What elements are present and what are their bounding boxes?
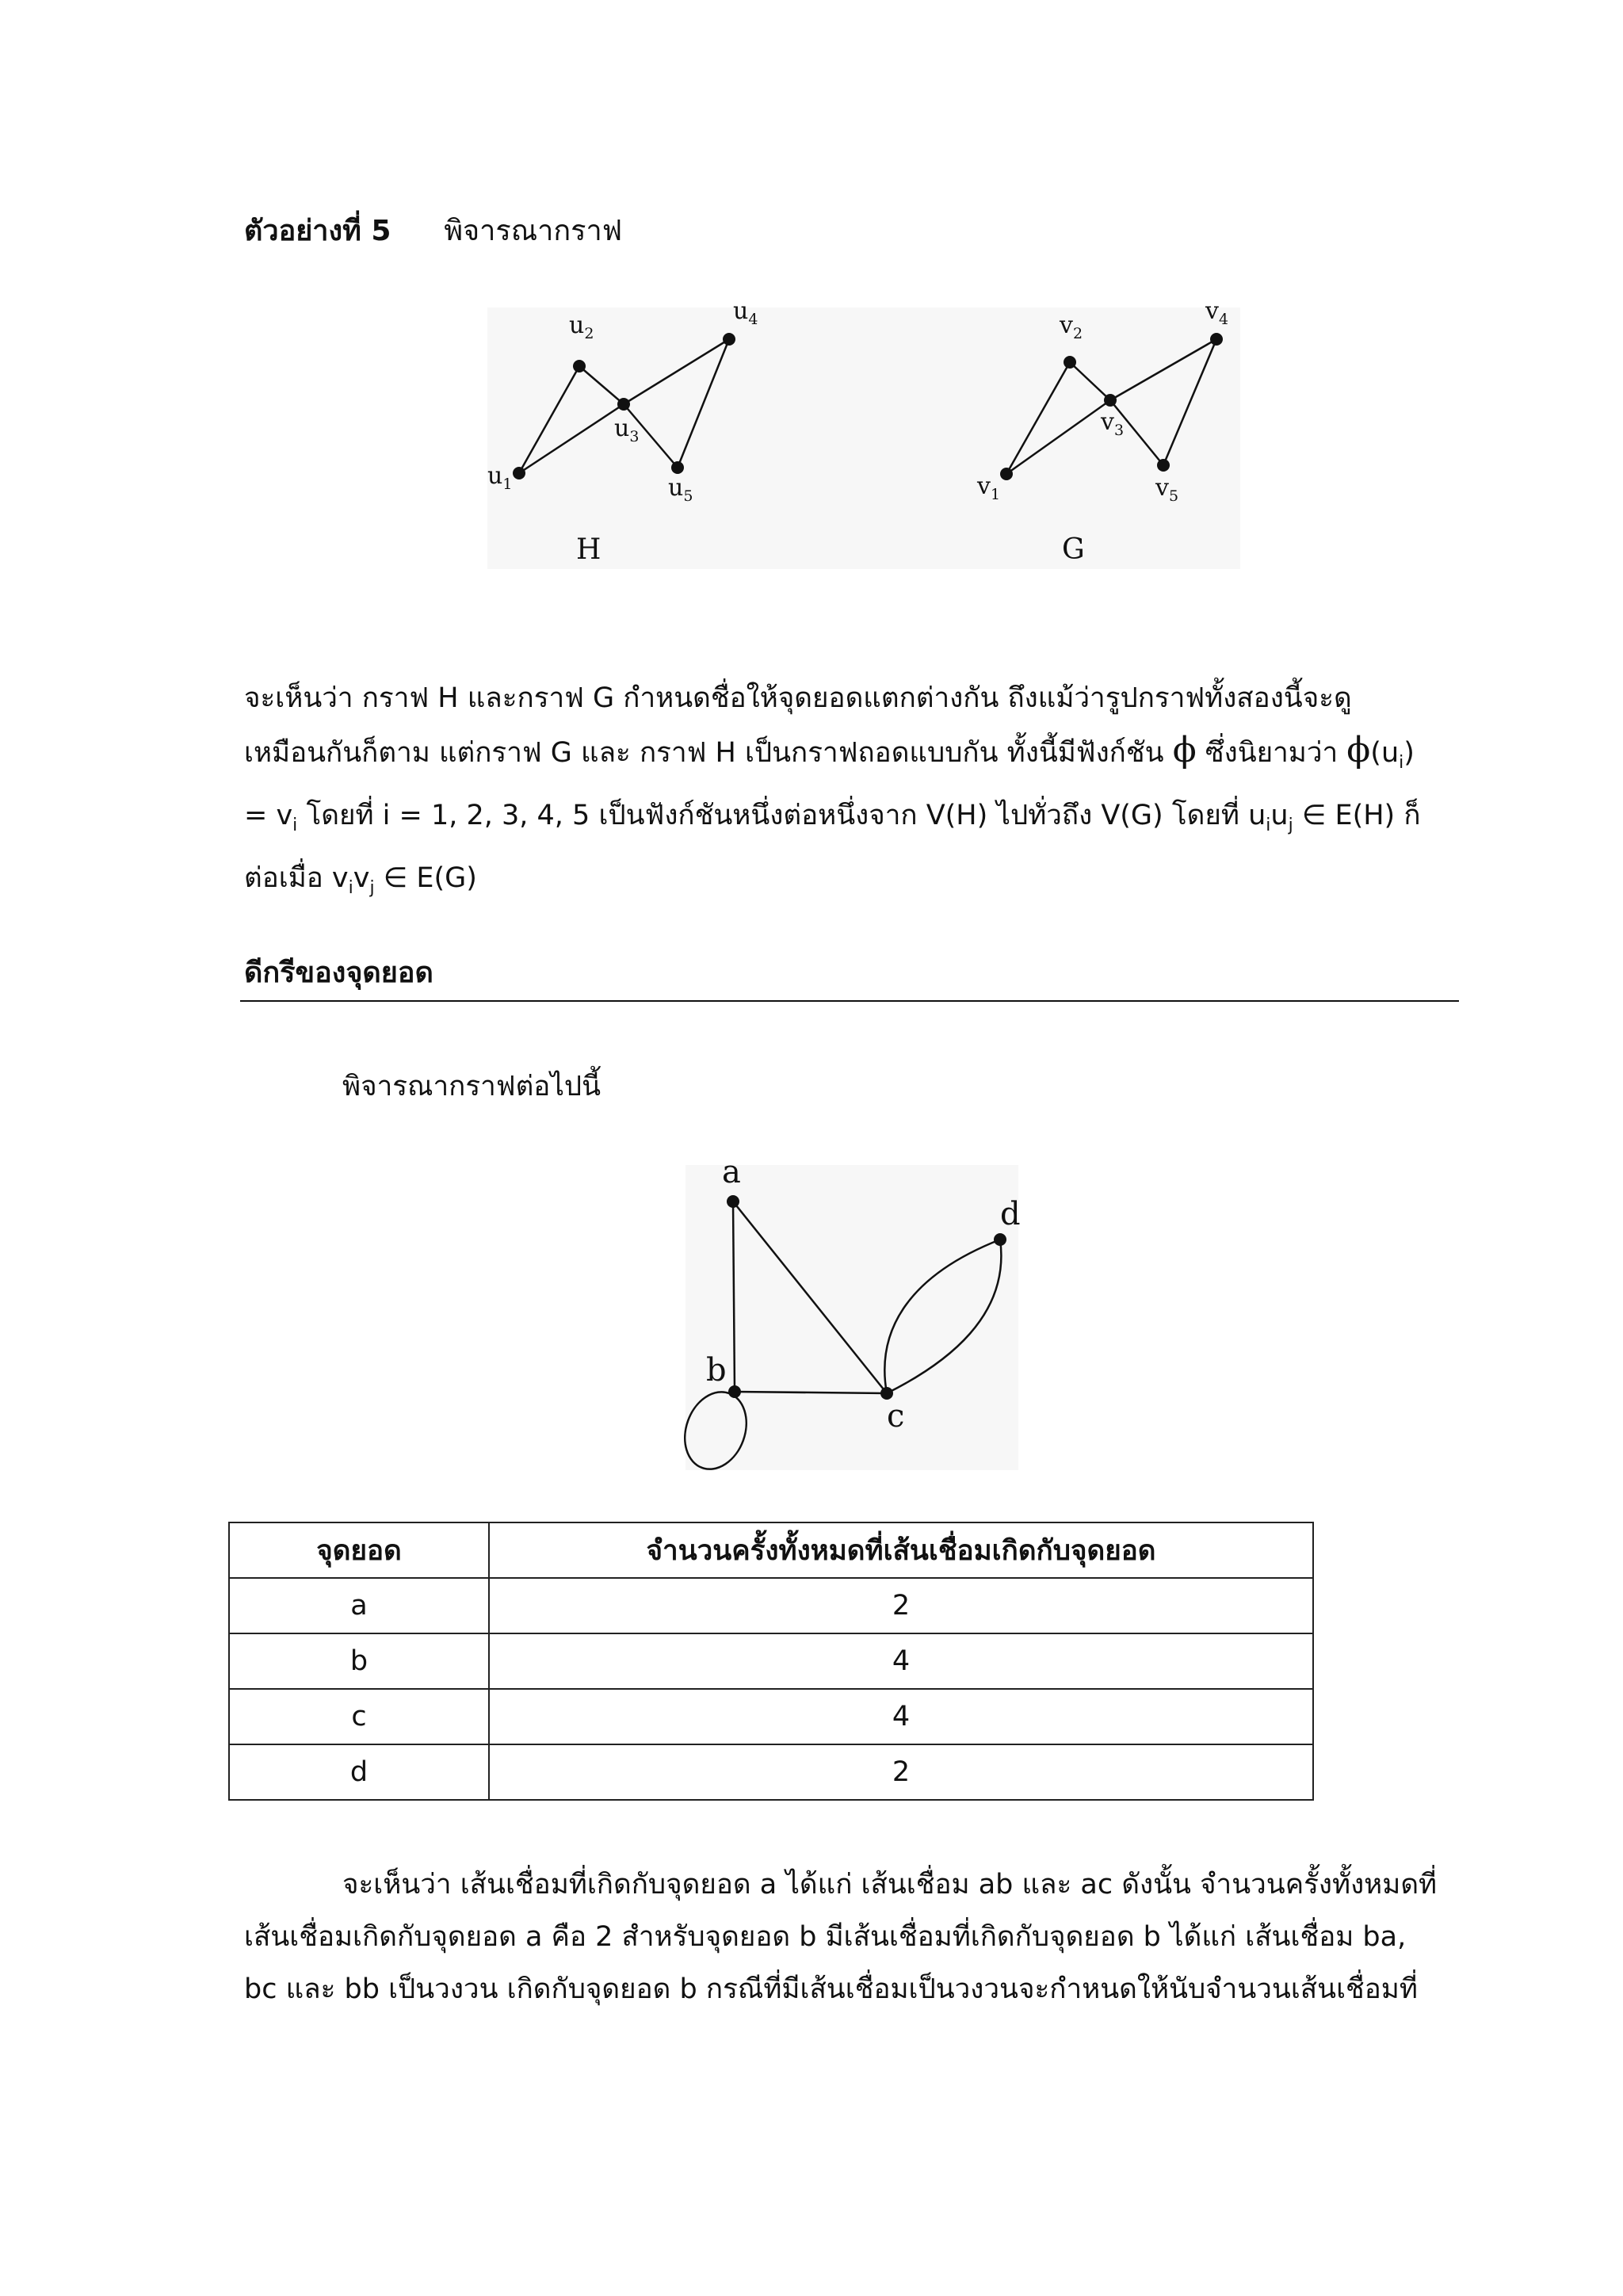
section-intro: พิจารณากราฟต่อไปนี้ [342,1071,601,1102]
cell-degree: 2 [489,1744,1313,1800]
cell-degree: 4 [489,1633,1313,1689]
vertex-b [728,1385,741,1398]
label-v5: $v_5$ [1155,474,1179,505]
degree-graph-figure [678,1157,1026,1474]
vertex-u5 [671,461,684,474]
vertex-u4 [723,333,735,346]
section-title: ดีกรีของจุดยอด [244,957,433,989]
table-row [229,1744,1313,1800]
vertex-v3 [1104,394,1117,407]
cell-vertex: b [229,1633,489,1689]
vertex-v1 [1000,468,1013,480]
vertex-v4 [1210,333,1223,346]
figure-background [487,308,1240,569]
cell-degree: 4 [489,1689,1313,1744]
header-vertex: จุดยอด [229,1522,489,1578]
label-v4: $v_4$ [1205,301,1229,328]
cell-vertex: a [229,1578,489,1633]
vertex-u3 [617,398,630,411]
label-d: d [1000,1196,1021,1232]
isomorphism-line-1: จะเห็นว่า กราฟ H และกราฟ G กำหนดชื่อให้จุดยอดแตกต่างกัน ถึงแม้ว่ารูปกราฟทั้งสองนี้จะดู [244,682,1352,714]
isomorphism-paragraph [244,672,1496,915]
label-u4: $u_4$ [733,301,758,328]
vertex-u1 [513,467,525,479]
cell-vertex: c [229,1689,489,1744]
table-row [229,1689,1313,1744]
label-c: c [887,1398,905,1435]
cell-vertex: d [229,1744,489,1800]
vertex-v2 [1064,356,1076,369]
isomorphism-line-2: เหมือนกันก็ตาม แต่กราฟ G และ กราฟ H เป็นกราฟถอดแบบกัน ทั้งนี้มีฟังก์ชัน ϕ ซึ่งนิยามว่า $\phi(u_i)$ [244,730,1415,773]
label-v3: $v_3$ [1101,408,1125,439]
cell-degree: 2 [489,1578,1313,1633]
figure-background [685,1165,1018,1470]
label-v2: $v_2$ [1060,311,1083,342]
example-intro: พิจารณากราฟ [444,215,623,247]
closing-line-1: จะเห็นว่า เส้นเชื่อมที่เกิดกับจุดยอด a ได้แก่ เส้นเชื่อม ab และ ac ดังนั้น จำนวนครั้งทั้งหมดที่ [342,1869,1438,1901]
caption-h: H [576,533,601,566]
table-row [229,1578,1313,1633]
example-title: ตัวอย่างที่ 5 [244,215,391,247]
closing-line-3: bc และ bb เป็นวงวน เกิดกับจุดยอด b กรณีที่มีเส้นเชื่อมเป็นวงวนจะกำหนดให้นับจำนวนเส้นเชื่อมที่ [244,1973,1418,2005]
vertex-a [727,1195,739,1208]
label-v1: $v_1$ [977,472,1001,503]
graph-pair-figure [487,301,1240,579]
phi-symbol: ϕ [1172,730,1197,770]
header-degree: จำนวนครั้งทั้งหมดที่เส้นเชื่อมเกิดกับจุดยอด [489,1522,1313,1578]
vertex-u2 [573,360,586,372]
degree-table [228,1522,1314,1801]
caption-g: G [1062,533,1085,566]
label-u3: $u_3$ [614,415,640,445]
label-u5: $u_5$ [668,474,693,505]
phi-symbol-2: ϕ [1346,730,1371,770]
vertex-v5 [1157,459,1170,472]
table-header-row [229,1522,1313,1578]
label-b: b [706,1352,727,1389]
closing-paragraph [244,1859,1496,2015]
isomorphism-line-3: = $v_i$ โดยที่ i = 1, 2, 3, 4, 5 เป็นฟังก์ชันหนึ่งต่อหนึ่งจาก V(H) ไปทั่วถึง V(G) โดยที่ $u_iu_j$ ∈ E(H) ก็ [244,800,1421,835]
section-rule [240,1000,1459,1002]
label-u1: $u_1$ [487,462,513,493]
vertex-d [994,1233,1006,1246]
example-heading [244,208,622,253]
label-u2: $u_2$ [569,311,594,342]
closing-line-2: เส้นเชื่อมเกิดกับจุดยอด a คือ 2 สำหรับจุดยอด b มีเส้นเชื่อมที่เกิดกับจุดยอด b ได้แก่ เส้นเชื่อม ba, [244,1921,1407,1953]
label-a: a [722,1157,741,1190]
table-row [229,1633,1313,1689]
isomorphism-line-4: ต่อเมื่อ $v_iv_j$ ∈ E(G) [244,862,477,898]
